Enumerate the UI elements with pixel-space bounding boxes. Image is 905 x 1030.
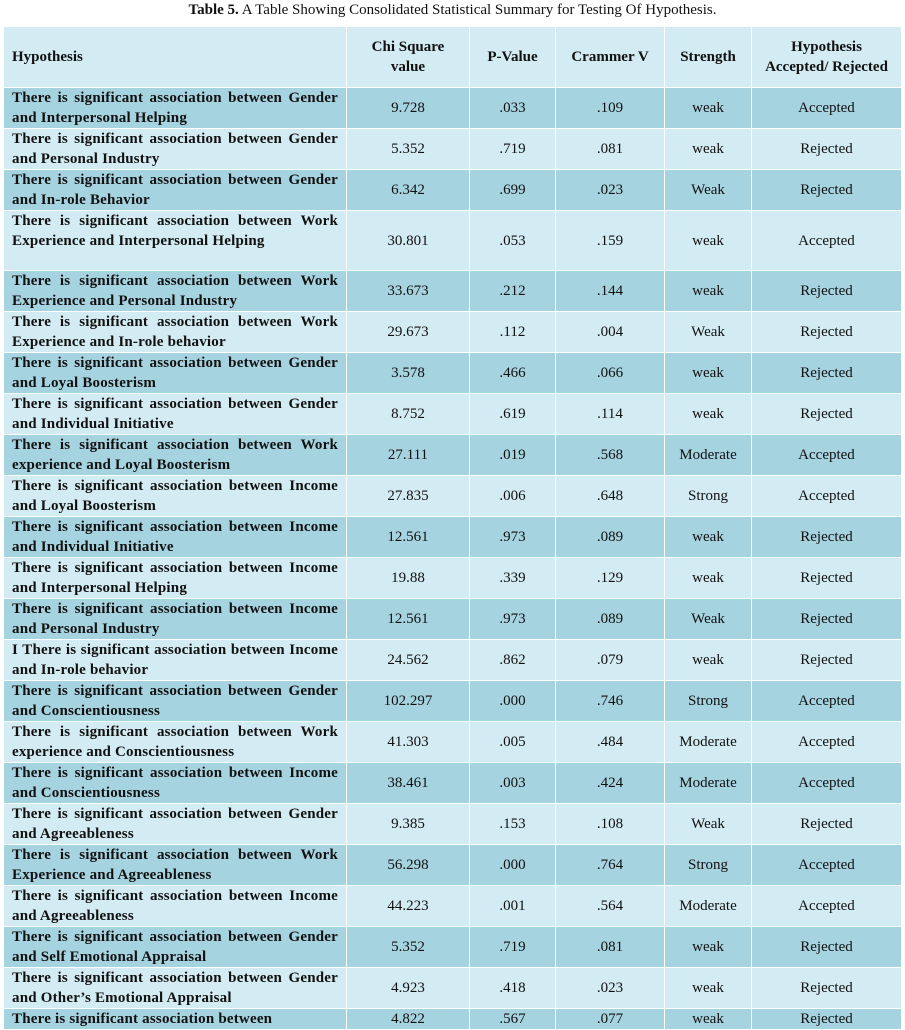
cell-chi-square: 12.561 [347, 517, 470, 558]
cell-strength: Weak [665, 599, 752, 640]
cell-hypothesis: There is significant association between Income and Agreeableness [4, 886, 347, 927]
cell-hypothesis: There is significant association between [4, 1009, 347, 1030]
cell-strength: weak [665, 927, 752, 968]
cell-p-value: .212 [470, 271, 556, 312]
cell-strength: Strong [665, 845, 752, 886]
cell-chi-square: 6.342 [347, 170, 470, 211]
table-row [4, 170, 902, 211]
table-row [4, 681, 902, 722]
cell-p-value: .006 [470, 476, 556, 517]
cell-chi-square: 102.297 [347, 681, 470, 722]
cell-result: Rejected [752, 1009, 902, 1030]
table-row [4, 312, 902, 353]
cell-strength: Moderate [665, 435, 752, 476]
header-hypothesis: Hypothesis [4, 27, 347, 88]
cell-chi-square: 19.88 [347, 558, 470, 599]
cell-chi-square: 9.385 [347, 804, 470, 845]
cell-hypothesis: There is significant association between Gender and Other’s Emotional Appraisal [4, 968, 347, 1009]
caption-label: Table 5. [188, 2, 239, 18]
table-row [4, 476, 902, 517]
cell-strength: Moderate [665, 763, 752, 804]
cell-crammer-v: .484 [556, 722, 665, 763]
cell-crammer-v: .066 [556, 353, 665, 394]
cell-result: Rejected [752, 394, 902, 435]
cell-p-value: .418 [470, 968, 556, 1009]
cell-p-value: .003 [470, 763, 556, 804]
cell-p-value: .033 [470, 88, 556, 129]
cell-strength: weak [665, 211, 752, 271]
table-row [4, 640, 902, 681]
cell-crammer-v: .764 [556, 845, 665, 886]
table-row [4, 558, 902, 599]
cell-hypothesis: There is significant association between Income and Conscientiousness [4, 763, 347, 804]
cell-strength: weak [665, 1009, 752, 1030]
table-row [4, 1009, 902, 1030]
cell-result: Rejected [752, 804, 902, 845]
header-p-value: P-Value [470, 27, 556, 88]
cell-result: Rejected [752, 968, 902, 1009]
cell-p-value: .619 [470, 394, 556, 435]
cell-strength: weak [665, 271, 752, 312]
cell-hypothesis: There is significant association between Gender and Agreeableness [4, 804, 347, 845]
cell-chi-square: 41.303 [347, 722, 470, 763]
cell-crammer-v: .081 [556, 129, 665, 170]
hypothesis-table [3, 26, 902, 1030]
table-row [4, 129, 902, 170]
cell-strength: weak [665, 129, 752, 170]
cell-result: Rejected [752, 312, 902, 353]
header-result: Hypothesis Accepted/ Rejected [752, 27, 902, 88]
cell-crammer-v: .746 [556, 681, 665, 722]
cell-crammer-v: .004 [556, 312, 665, 353]
cell-p-value: .862 [470, 640, 556, 681]
cell-result: Rejected [752, 517, 902, 558]
cell-strength: Weak [665, 804, 752, 845]
cell-strength: Weak [665, 170, 752, 211]
cell-p-value: .973 [470, 599, 556, 640]
cell-hypothesis: There is significant association between Income and Individual Initiative [4, 517, 347, 558]
cell-p-value: .019 [470, 435, 556, 476]
cell-result: Rejected [752, 271, 902, 312]
cell-strength: weak [665, 517, 752, 558]
cell-result: Accepted [752, 211, 902, 271]
table-row [4, 968, 902, 1009]
cell-chi-square: 4.822 [347, 1009, 470, 1030]
cell-chi-square: 27.835 [347, 476, 470, 517]
cell-chi-square: 5.352 [347, 927, 470, 968]
cell-strength: weak [665, 640, 752, 681]
cell-chi-square: 3.578 [347, 353, 470, 394]
cell-strength: weak [665, 968, 752, 1009]
cell-hypothesis: There is significant association between Gender and Loyal Boosterism [4, 353, 347, 394]
header-strength: Strength [665, 27, 752, 88]
cell-result: Accepted [752, 845, 902, 886]
table-row [4, 927, 902, 968]
cell-p-value: .112 [470, 312, 556, 353]
cell-crammer-v: .159 [556, 211, 665, 271]
cell-hypothesis: There is significant association between Work Experience and Interpersonal Helping [4, 211, 347, 271]
cell-result: Rejected [752, 558, 902, 599]
table-row [4, 845, 902, 886]
cell-p-value: .567 [470, 1009, 556, 1030]
header-chi-square: Chi Square value [347, 27, 470, 88]
cell-result: Rejected [752, 640, 902, 681]
cell-strength: Strong [665, 476, 752, 517]
cell-chi-square: 8.752 [347, 394, 470, 435]
cell-crammer-v: .144 [556, 271, 665, 312]
cell-chi-square: 33.673 [347, 271, 470, 312]
cell-strength: weak [665, 88, 752, 129]
cell-chi-square: 30.801 [347, 211, 470, 271]
cell-result: Rejected [752, 129, 902, 170]
cell-hypothesis: There is significant association between Gender and Individual Initiative [4, 394, 347, 435]
cell-chi-square: 44.223 [347, 886, 470, 927]
table-row [4, 722, 902, 763]
cell-hypothesis: There is significant association between Gender and Personal Industry [4, 129, 347, 170]
cell-result: Rejected [752, 170, 902, 211]
cell-hypothesis: There is significant association between Income and Loyal Boosterism [4, 476, 347, 517]
table-row [4, 517, 902, 558]
caption-text: A Table Showing Consolidated Statistical Summary for Testing Of Hypothesis. [238, 2, 717, 18]
cell-crammer-v: .568 [556, 435, 665, 476]
cell-crammer-v: .114 [556, 394, 665, 435]
cell-crammer-v: .081 [556, 927, 665, 968]
table-row [4, 886, 902, 927]
cell-p-value: .719 [470, 129, 556, 170]
table-row [4, 271, 902, 312]
cell-strength: Moderate [665, 722, 752, 763]
cell-chi-square: 56.298 [347, 845, 470, 886]
cell-hypothesis: There is significant association between Work Experience and In-role behavior [4, 312, 347, 353]
cell-crammer-v: .564 [556, 886, 665, 927]
cell-result: Rejected [752, 353, 902, 394]
cell-hypothesis: There is significant association between Gender and Conscientiousness [4, 681, 347, 722]
cell-result: Accepted [752, 476, 902, 517]
cell-chi-square: 5.352 [347, 129, 470, 170]
cell-crammer-v: .108 [556, 804, 665, 845]
cell-p-value: .699 [470, 170, 556, 211]
header-crammer-v: Crammer V [556, 27, 665, 88]
cell-p-value: .005 [470, 722, 556, 763]
cell-crammer-v: .424 [556, 763, 665, 804]
cell-hypothesis: There is significant association between Gender and In-role Behavior [4, 170, 347, 211]
cell-crammer-v: .023 [556, 170, 665, 211]
table-row [4, 88, 902, 129]
cell-result: Rejected [752, 927, 902, 968]
cell-chi-square: 12.561 [347, 599, 470, 640]
cell-result: Accepted [752, 886, 902, 927]
cell-crammer-v: .129 [556, 558, 665, 599]
cell-p-value: .001 [470, 886, 556, 927]
cell-p-value: .339 [470, 558, 556, 599]
cell-p-value: .153 [470, 804, 556, 845]
table-row [4, 435, 902, 476]
cell-p-value: .000 [470, 681, 556, 722]
cell-chi-square: 4.923 [347, 968, 470, 1009]
cell-chi-square: 9.728 [347, 88, 470, 129]
cell-p-value: .973 [470, 517, 556, 558]
cell-hypothesis: There is significant association between Income and Personal Industry [4, 599, 347, 640]
cell-hypothesis: There is significant association between Income and Interpersonal Helping [4, 558, 347, 599]
cell-p-value: .000 [470, 845, 556, 886]
cell-crammer-v: .077 [556, 1009, 665, 1030]
cell-strength: Weak [665, 312, 752, 353]
table-body [4, 88, 902, 1030]
cell-crammer-v: .023 [556, 968, 665, 1009]
table-row [4, 211, 902, 271]
cell-chi-square: 38.461 [347, 763, 470, 804]
cell-p-value: .053 [470, 211, 556, 271]
table-caption [0, 0, 905, 24]
table-row [4, 394, 902, 435]
cell-result: Accepted [752, 722, 902, 763]
table-row [4, 353, 902, 394]
cell-strength: weak [665, 558, 752, 599]
cell-result: Rejected [752, 599, 902, 640]
cell-crammer-v: .648 [556, 476, 665, 517]
cell-crammer-v: .089 [556, 517, 665, 558]
table-row [4, 763, 902, 804]
cell-strength: Strong [665, 681, 752, 722]
cell-hypothesis: I There is significant association between Income and In-role behavior [4, 640, 347, 681]
cell-result: Accepted [752, 681, 902, 722]
cell-crammer-v: .109 [556, 88, 665, 129]
table-row [4, 599, 902, 640]
cell-p-value: .719 [470, 927, 556, 968]
cell-hypothesis: There is significant association between Work Experience and Agreeableness [4, 845, 347, 886]
cell-p-value: .466 [470, 353, 556, 394]
cell-result: Accepted [752, 763, 902, 804]
cell-hypothesis: There is significant association between Work Experience and Personal Industry [4, 271, 347, 312]
cell-hypothesis: There is significant association between Work experience and Loyal Boosterism [4, 435, 347, 476]
cell-crammer-v: .079 [556, 640, 665, 681]
header-row [4, 27, 902, 88]
cell-strength: weak [665, 394, 752, 435]
cell-hypothesis: There is significant association between Gender and Interpersonal Helping [4, 88, 347, 129]
cell-strength: Moderate [665, 886, 752, 927]
cell-chi-square: 24.562 [347, 640, 470, 681]
cell-hypothesis: There is significant association between Work experience and Conscientiousness [4, 722, 347, 763]
cell-strength: weak [665, 353, 752, 394]
cell-hypothesis: There is significant association between Gender and Self Emotional Appraisal [4, 927, 347, 968]
table-row [4, 804, 902, 845]
cell-chi-square: 29.673 [347, 312, 470, 353]
cell-result: Accepted [752, 435, 902, 476]
cell-result: Accepted [752, 88, 902, 129]
cell-crammer-v: .089 [556, 599, 665, 640]
cell-chi-square: 27.111 [347, 435, 470, 476]
